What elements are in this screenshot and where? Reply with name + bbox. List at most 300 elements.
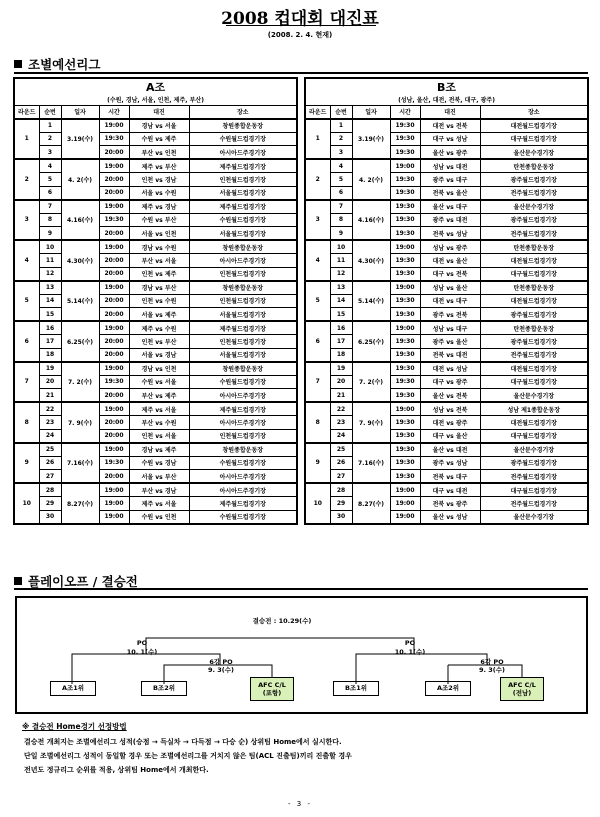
match-number: 30 xyxy=(39,510,61,524)
match-row xyxy=(305,240,588,254)
match-fixture: 대전 vs 대구 xyxy=(420,294,480,308)
match-venue: 울산문수경기장 xyxy=(480,146,588,160)
section-rule xyxy=(14,72,588,74)
match-time: 20:00 xyxy=(99,335,129,349)
match-time: 19:30 xyxy=(99,375,129,389)
match-fixture: 울산 vs 광주 xyxy=(420,146,480,160)
playoff-bracket xyxy=(15,596,588,714)
match-venue: 대구월드컵경기장 xyxy=(480,483,588,497)
match-number: 3 xyxy=(330,146,352,160)
match-time: 20:00 xyxy=(99,416,129,430)
column-header: 대진 xyxy=(420,105,480,119)
match-venue: 전주월드컵경기장 xyxy=(480,497,588,511)
match-time: 19:00 xyxy=(390,497,420,511)
right-seed-a2: A조2위 xyxy=(425,681,471,696)
left-6th-po-date: 9. 3(수) xyxy=(208,666,234,674)
match-row xyxy=(14,308,297,322)
match-venue: 대구월드컵경기장 xyxy=(480,132,588,146)
match-venue: 광주월드컵경기장 xyxy=(480,456,588,470)
match-number: 22 xyxy=(330,402,352,416)
group-teams: (성남, 울산, 대전, 전북, 대구, 광주) xyxy=(305,95,588,105)
match-row xyxy=(14,470,297,484)
match-row xyxy=(305,227,588,241)
match-fixture: 인천 vs 제주 xyxy=(129,267,189,281)
match-venue: 울산문수경기장 xyxy=(480,200,588,214)
match-time: 19:30 xyxy=(390,267,420,281)
match-fixture: 성남 vs 울산 xyxy=(420,281,480,295)
match-time: 20:00 xyxy=(99,146,129,160)
column-header: 시간 xyxy=(390,105,420,119)
match-time: 19:00 xyxy=(390,159,420,173)
match-venue: 서울월드컵경기장 xyxy=(189,348,297,362)
match-venue: 전주월드컵경기장 xyxy=(480,186,588,200)
match-fixture: 경남 vs 부산 xyxy=(129,281,189,295)
match-number: 9 xyxy=(39,227,61,241)
match-venue: 광주월드컵경기장 xyxy=(480,213,588,227)
match-venue: 울산문수경기장 xyxy=(480,443,588,457)
match-venue: 대구월드컵경기장 xyxy=(480,429,588,443)
section-heading-group-league: 조별예선리그 xyxy=(14,55,100,73)
match-fixture: 경남 vs 수원 xyxy=(129,240,189,254)
match-time: 20:00 xyxy=(99,470,129,484)
match-number: 28 xyxy=(39,483,61,497)
match-time: 19:00 xyxy=(99,510,129,524)
match-row xyxy=(305,416,588,430)
match-date: 7.16(수) xyxy=(352,443,390,484)
match-row xyxy=(305,456,588,470)
match-number: 19 xyxy=(330,362,352,376)
match-fixture: 제주 vs 경남 xyxy=(129,200,189,214)
match-fixture: 서울 vs 부산 xyxy=(129,470,189,484)
match-time: 19:30 xyxy=(390,335,420,349)
match-number: 4 xyxy=(39,159,61,173)
match-row xyxy=(14,456,297,470)
match-time: 19:00 xyxy=(390,510,420,524)
match-time: 19:00 xyxy=(99,119,129,133)
left-po-date: 10. 1(수) xyxy=(126,648,158,656)
match-date: 4. 2(수) xyxy=(61,159,99,200)
right-6th-po-title: 6강 PO xyxy=(480,658,504,666)
group-name: B조 xyxy=(305,78,588,95)
match-venue: 수원월드컵경기장 xyxy=(189,213,297,227)
match-time: 19:30 xyxy=(390,416,420,430)
match-time: 19:30 xyxy=(390,186,420,200)
match-number: 20 xyxy=(330,375,352,389)
match-row xyxy=(14,402,297,416)
match-time: 20:00 xyxy=(99,254,129,268)
match-row xyxy=(305,254,588,268)
match-date: 6.25(수) xyxy=(61,321,99,362)
match-time: 19:00 xyxy=(99,321,129,335)
round-cell: 9 xyxy=(14,443,39,484)
left-seed-a1: A조1위 xyxy=(50,681,96,696)
match-venue: 탄천종합운동장 xyxy=(480,321,588,335)
match-number: 14 xyxy=(39,294,61,308)
round-cell: 3 xyxy=(305,200,330,241)
match-fixture: 대전 vs 전북 xyxy=(420,119,480,133)
match-venue: 전주월드컵경기장 xyxy=(480,348,588,362)
match-date: 8.27(수) xyxy=(352,483,390,524)
match-fixture: 제주 vs 서울 xyxy=(129,497,189,511)
match-venue: 아시아드주경기장 xyxy=(189,254,297,268)
match-venue: 성남 제1종합운동장 xyxy=(480,402,588,416)
match-time: 19:30 xyxy=(390,389,420,403)
match-row xyxy=(14,186,297,200)
round-cell: 1 xyxy=(305,119,330,160)
match-row xyxy=(14,348,297,362)
match-row xyxy=(305,510,588,524)
match-venue: 아시아드주경기장 xyxy=(189,483,297,497)
match-row xyxy=(305,119,588,133)
match-venue: 탄천종합운동장 xyxy=(480,159,588,173)
match-row xyxy=(305,213,588,227)
match-number: 2 xyxy=(330,132,352,146)
notes-line: 전년도 정규리그 순위를 적용, 상위팀 Home에서 개최한다. xyxy=(24,766,209,774)
match-venue: 대구월드컵경기장 xyxy=(480,267,588,281)
match-date: 7.16(수) xyxy=(61,443,99,484)
match-time: 20:00 xyxy=(99,389,129,403)
match-number: 5 xyxy=(39,173,61,187)
match-venue: 광주월드컵경기장 xyxy=(480,308,588,322)
match-fixture: 대구 vs 전북 xyxy=(420,267,480,281)
match-row xyxy=(305,483,588,497)
match-time: 19:30 xyxy=(390,470,420,484)
match-row xyxy=(305,348,588,362)
notes-line: 결승전 개최지는 조별예선리그 성적(승점 → 득실차 → 다득점 → 다승 순) 상위팀 Home에서 실시한다. xyxy=(24,738,342,746)
match-venue: 인천월드컵경기장 xyxy=(189,429,297,443)
column-header: 일자 xyxy=(61,105,99,119)
column-header: 시간 xyxy=(99,105,129,119)
group-b-table xyxy=(304,77,589,525)
page-number: - 3 - xyxy=(288,800,312,808)
match-venue: 서울월드컵경기장 xyxy=(189,186,297,200)
round-cell: 10 xyxy=(305,483,330,524)
match-fixture: 전북 vs 대전 xyxy=(420,348,480,362)
match-fixture: 울산 vs 전북 xyxy=(420,389,480,403)
match-row xyxy=(305,402,588,416)
match-row xyxy=(305,186,588,200)
match-number: 30 xyxy=(330,510,352,524)
match-time: 20:00 xyxy=(99,294,129,308)
match-number: 29 xyxy=(330,497,352,511)
match-venue: 대전월드컵경기장 xyxy=(480,254,588,268)
match-number: 5 xyxy=(330,173,352,187)
match-number: 7 xyxy=(39,200,61,214)
right-po-date: 10. 1(수) xyxy=(394,648,426,656)
match-fixture: 부산 vs 제주 xyxy=(129,389,189,403)
match-number: 4 xyxy=(330,159,352,173)
match-fixture: 전북 vs 울산 xyxy=(420,186,480,200)
match-venue: 아시아드주경기장 xyxy=(189,416,297,430)
match-date: 8.27(수) xyxy=(61,483,99,524)
match-date: 7. 2(수) xyxy=(61,362,99,403)
match-number: 15 xyxy=(39,308,61,322)
left-afc-cl-pohang: AFC C/L (포항) xyxy=(250,677,294,701)
match-number: 13 xyxy=(330,281,352,295)
group-teams: (수원, 경남, 서울, 인천, 제주, 부산) xyxy=(14,95,297,105)
notes-line: 단일 조별예선리그 성적이 동일할 경우 또는 조별예선리그를 거치지 않은 팀(ACL 진출팀)끼리 진출할 경우 xyxy=(24,752,352,760)
match-venue: 인천월드컵경기장 xyxy=(189,267,297,281)
match-fixture: 대전 vs 광주 xyxy=(420,416,480,430)
match-venue: 인천월드컵경기장 xyxy=(189,294,297,308)
match-time: 19:30 xyxy=(99,456,129,470)
match-number: 9 xyxy=(330,227,352,241)
match-number: 1 xyxy=(39,119,61,133)
final-label: 결승전 : 10.29(수) xyxy=(252,617,312,625)
match-fixture: 수원 vs 부산 xyxy=(129,213,189,227)
match-number: 25 xyxy=(330,443,352,457)
match-fixture: 경남 vs 인천 xyxy=(129,362,189,376)
match-venue: 서울월드컵경기장 xyxy=(189,308,297,322)
match-time: 19:30 xyxy=(390,348,420,362)
match-row xyxy=(14,200,297,214)
match-row xyxy=(14,416,297,430)
match-time: 19:00 xyxy=(390,402,420,416)
match-time: 19:00 xyxy=(99,159,129,173)
match-number: 2 xyxy=(39,132,61,146)
match-venue: 인천월드컵경기장 xyxy=(189,335,297,349)
match-date: 4.30(수) xyxy=(61,240,99,281)
match-venue: 수원월드컵경기장 xyxy=(189,510,297,524)
match-time: 19:00 xyxy=(99,200,129,214)
match-time: 19:30 xyxy=(390,227,420,241)
match-time: 20:00 xyxy=(99,173,129,187)
match-fixture: 광주 vs 대전 xyxy=(420,213,480,227)
section-rule xyxy=(14,588,588,590)
round-cell: 2 xyxy=(14,159,39,200)
match-date: 6.25(수) xyxy=(352,321,390,362)
match-fixture: 성남 vs 대구 xyxy=(420,321,480,335)
column-header: 순번 xyxy=(330,105,352,119)
match-venue: 창원종합운동장 xyxy=(189,240,297,254)
match-number: 23 xyxy=(39,416,61,430)
match-fixture: 대구 vs 광주 xyxy=(420,375,480,389)
match-row xyxy=(305,497,588,511)
match-time: 19:00 xyxy=(99,281,129,295)
match-time: 19:00 xyxy=(99,402,129,416)
match-fixture: 제주 vs 부산 xyxy=(129,159,189,173)
column-header: 일자 xyxy=(352,105,390,119)
match-time: 19:00 xyxy=(99,483,129,497)
match-number: 23 xyxy=(330,416,352,430)
match-number: 18 xyxy=(39,348,61,362)
round-cell: 5 xyxy=(14,281,39,322)
match-time: 19:00 xyxy=(390,281,420,295)
as-of-date: (2008. 2. 4. 현재) xyxy=(267,31,333,39)
match-fixture: 성남 vs 전북 xyxy=(420,402,480,416)
match-number: 11 xyxy=(330,254,352,268)
match-time: 19:30 xyxy=(390,254,420,268)
match-fixture: 전북 vs 대구 xyxy=(420,470,480,484)
match-number: 11 xyxy=(39,254,61,268)
match-fixture: 제주 vs 수원 xyxy=(129,321,189,335)
round-cell: 7 xyxy=(305,362,330,403)
right-afc-cl-jeonnam: AFC C/L (전남) xyxy=(500,677,544,701)
match-time: 19:30 xyxy=(390,213,420,227)
match-date: 5.14(수) xyxy=(61,281,99,322)
match-number: 16 xyxy=(39,321,61,335)
round-cell: 3 xyxy=(14,200,39,241)
match-venue: 수원월드컵경기장 xyxy=(189,132,297,146)
match-row xyxy=(14,321,297,335)
notes-title: ※ 결승전 Home경기 선정방법 xyxy=(22,722,127,731)
match-fixture: 대전 vs 성남 xyxy=(420,362,480,376)
match-fixture: 인천 vs 부산 xyxy=(129,335,189,349)
match-number: 27 xyxy=(330,470,352,484)
match-fixture: 수원 vs 경남 xyxy=(129,456,189,470)
match-venue: 대구월드컵경기장 xyxy=(480,375,588,389)
group-name: A조 xyxy=(14,78,297,95)
round-cell: 6 xyxy=(14,321,39,362)
match-number: 26 xyxy=(330,456,352,470)
match-row xyxy=(14,119,297,133)
match-fixture: 수원 vs 인천 xyxy=(129,510,189,524)
match-fixture: 부산 vs 경남 xyxy=(129,483,189,497)
match-fixture: 대구 vs 대전 xyxy=(420,483,480,497)
column-header: 라운드 xyxy=(305,105,330,119)
match-date: 4.30(수) xyxy=(352,240,390,281)
match-fixture: 전북 vs 성남 xyxy=(420,227,480,241)
match-row xyxy=(14,483,297,497)
match-fixture: 제주 vs 서울 xyxy=(129,402,189,416)
match-row xyxy=(14,146,297,160)
match-row xyxy=(14,267,297,281)
right-po-title: PO xyxy=(404,639,416,647)
match-fixture: 부산 vs 서울 xyxy=(129,254,189,268)
match-number: 19 xyxy=(39,362,61,376)
match-fixture: 수원 vs 제주 xyxy=(129,132,189,146)
match-venue: 전주월드컵경기장 xyxy=(480,470,588,484)
match-row xyxy=(14,173,297,187)
match-venue: 광주월드컵경기장 xyxy=(480,173,588,187)
match-number: 15 xyxy=(330,308,352,322)
left-po-title: PO xyxy=(136,639,148,647)
match-venue: 인천월드컵경기장 xyxy=(189,173,297,187)
match-venue: 수원월드컵경기장 xyxy=(189,375,297,389)
match-number: 25 xyxy=(39,443,61,457)
match-number: 24 xyxy=(330,429,352,443)
match-fixture: 울산 vs 대전 xyxy=(420,443,480,457)
match-venue: 창원종합운동장 xyxy=(189,362,297,376)
match-time: 19:00 xyxy=(390,240,420,254)
match-row xyxy=(14,497,297,511)
match-venue: 제주월드컵경기장 xyxy=(189,159,297,173)
match-venue: 아시아드주경기장 xyxy=(189,389,297,403)
match-time: 19:30 xyxy=(390,119,420,133)
match-venue: 제주월드컵경기장 xyxy=(189,497,297,511)
match-number: 27 xyxy=(39,470,61,484)
match-time: 19:00 xyxy=(99,362,129,376)
match-time: 19:30 xyxy=(390,362,420,376)
title-underline xyxy=(226,25,376,26)
page-title: 2008 컵대회 대진표 xyxy=(221,9,379,29)
match-row xyxy=(14,389,297,403)
match-number: 6 xyxy=(39,186,61,200)
match-row xyxy=(14,294,297,308)
match-row xyxy=(305,335,588,349)
match-time: 20:00 xyxy=(99,227,129,241)
match-row xyxy=(305,146,588,160)
match-time: 20:00 xyxy=(99,429,129,443)
match-number: 12 xyxy=(330,267,352,281)
match-row xyxy=(14,429,297,443)
match-number: 17 xyxy=(330,335,352,349)
match-number: 24 xyxy=(39,429,61,443)
match-fixture: 서울 vs 제주 xyxy=(129,308,189,322)
match-number: 8 xyxy=(330,213,352,227)
match-number: 10 xyxy=(39,240,61,254)
match-venue: 탄천종합운동장 xyxy=(480,240,588,254)
match-venue: 수원월드컵경기장 xyxy=(189,456,297,470)
match-venue: 울산문수경기장 xyxy=(480,389,588,403)
left-6th-po-title: 6강 PO xyxy=(209,658,233,666)
match-number: 1 xyxy=(330,119,352,133)
match-fixture: 부산 vs 수원 xyxy=(129,416,189,430)
match-row xyxy=(305,308,588,322)
match-time: 19:00 xyxy=(99,240,129,254)
match-row xyxy=(14,443,297,457)
round-cell: 9 xyxy=(305,443,330,484)
match-time: 20:00 xyxy=(99,186,129,200)
match-row xyxy=(14,159,297,173)
match-time: 19:30 xyxy=(390,200,420,214)
match-time: 19:30 xyxy=(99,213,129,227)
match-number: 3 xyxy=(39,146,61,160)
match-row xyxy=(14,227,297,241)
match-venue: 제주월드컵경기장 xyxy=(189,200,297,214)
match-date: 3.19(수) xyxy=(61,119,99,160)
match-number: 17 xyxy=(39,335,61,349)
match-row xyxy=(14,281,297,295)
match-time: 19:30 xyxy=(390,294,420,308)
match-time: 19:30 xyxy=(390,375,420,389)
column-header: 라운드 xyxy=(14,105,39,119)
match-fixture: 인천 vs 수원 xyxy=(129,294,189,308)
match-date: 3.19(수) xyxy=(352,119,390,160)
match-time: 19:30 xyxy=(390,456,420,470)
match-number: 16 xyxy=(330,321,352,335)
match-row xyxy=(14,132,297,146)
match-row xyxy=(305,200,588,214)
match-row xyxy=(14,240,297,254)
match-venue: 대전월드컵경기장 xyxy=(480,294,588,308)
round-cell: 5 xyxy=(305,281,330,322)
match-number: 14 xyxy=(330,294,352,308)
match-row xyxy=(14,375,297,389)
right-6th-po-date: 9. 3(수) xyxy=(479,666,505,674)
match-number: 7 xyxy=(330,200,352,214)
match-date: 4.16(수) xyxy=(352,200,390,241)
column-header: 장소 xyxy=(480,105,588,119)
round-cell: 4 xyxy=(14,240,39,281)
match-row xyxy=(305,173,588,187)
match-row xyxy=(305,389,588,403)
match-time: 19:30 xyxy=(390,132,420,146)
match-fixture: 인천 vs 서울 xyxy=(129,429,189,443)
match-number: 21 xyxy=(39,389,61,403)
match-time: 20:00 xyxy=(99,348,129,362)
match-time: 19:30 xyxy=(390,173,420,187)
match-number: 22 xyxy=(39,402,61,416)
match-number: 21 xyxy=(330,389,352,403)
round-cell: 8 xyxy=(14,402,39,443)
match-date: 4. 2(수) xyxy=(352,159,390,200)
match-row xyxy=(305,470,588,484)
match-number: 28 xyxy=(330,483,352,497)
match-time: 20:00 xyxy=(99,308,129,322)
match-number: 20 xyxy=(39,375,61,389)
match-time: 19:00 xyxy=(99,443,129,457)
